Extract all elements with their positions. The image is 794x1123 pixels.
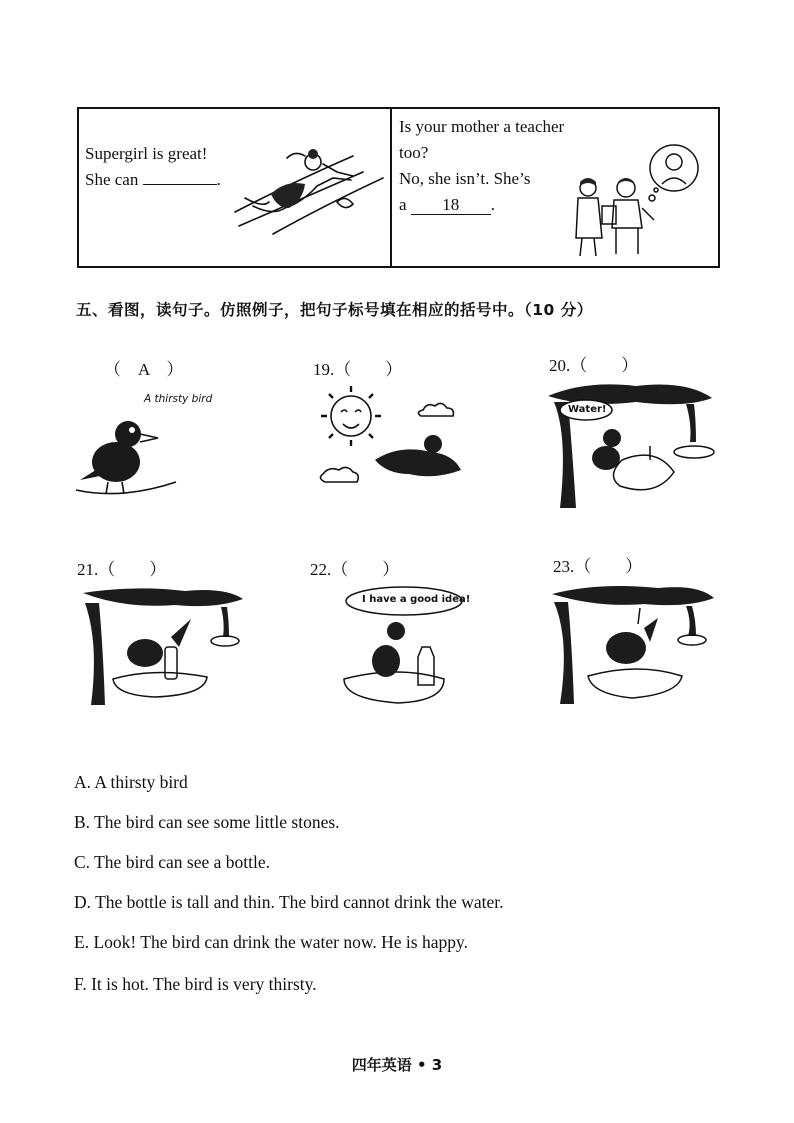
question-line-2: too? bbox=[399, 143, 429, 162]
right-cell-text bbox=[399, 114, 564, 218]
supergirl-picture bbox=[233, 142, 385, 238]
supergirl-sentence: Supergirl is great! bbox=[85, 144, 208, 163]
option-b: B. The bird can see some little stones. bbox=[74, 812, 340, 832]
option-a: A. A thirsty bird bbox=[74, 772, 188, 792]
she-can-prefix: She can bbox=[85, 170, 139, 189]
example-caption: A thirsty bird bbox=[144, 393, 213, 405]
option-d: D. The bottle is tall and thin. The bird cannot drink the water. bbox=[74, 892, 504, 912]
water-speech-bubble: Water! bbox=[568, 404, 607, 415]
option-f: F. It is hot. The bird is very thirsty. bbox=[74, 974, 317, 994]
question-line-1: Is your mother a teacher bbox=[399, 117, 565, 136]
left-cell-text bbox=[85, 141, 221, 193]
q21-label[interactable]: 21.（ ） bbox=[77, 560, 167, 579]
answer-line-2 bbox=[399, 192, 564, 218]
bird-drinking-picture bbox=[548, 580, 718, 704]
answer-line-1: No, she isn’t. She’s bbox=[399, 169, 531, 188]
section-five-header: 五、看图，读句子。仿照例子，把句子标号填在相应的括号中。（10 分） bbox=[76, 301, 593, 319]
q22-label[interactable]: 22.（ ） bbox=[310, 560, 400, 579]
she-can-suffix: . bbox=[216, 170, 221, 189]
bird-water-picture bbox=[546, 376, 716, 508]
q19-label[interactable]: 19.（ ） bbox=[313, 360, 403, 379]
option-e: E. Look! The bird can drink the water now. He is happy. bbox=[74, 932, 468, 952]
q20-label[interactable]: 20.（ ） bbox=[549, 356, 639, 375]
she-can-line bbox=[85, 167, 221, 193]
answer-blank-left[interactable] bbox=[143, 184, 217, 185]
option-c: C. The bird can see a bottle. bbox=[74, 852, 271, 872]
q23-label[interactable]: 23.（ ） bbox=[553, 557, 643, 576]
sun-bird-picture bbox=[305, 382, 465, 500]
children-talking-picture bbox=[568, 142, 703, 260]
answer-blank-18[interactable]: 18 bbox=[411, 196, 491, 215]
idea-speech-bubble: I have a good idea! bbox=[362, 594, 471, 605]
answer-prefix: a bbox=[399, 195, 407, 214]
example-label: （ A ） bbox=[104, 360, 184, 379]
bird-stones-picture bbox=[75, 583, 245, 705]
thirsty-bird-picture bbox=[72, 410, 187, 502]
table-divider bbox=[390, 107, 392, 268]
answer-suffix: . bbox=[490, 195, 496, 214]
page-footer: 四年英语 • 3 bbox=[351, 1056, 443, 1074]
